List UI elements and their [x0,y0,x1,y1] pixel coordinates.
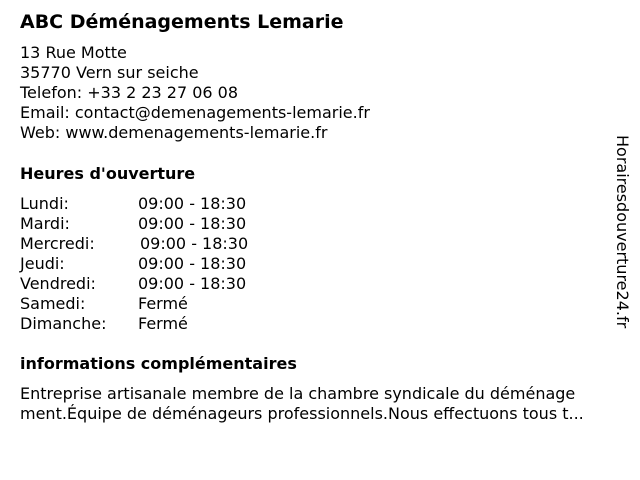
day-label: Samedi: [20,294,86,313]
day-label: Mercredi: [20,234,95,253]
contact-block [20,43,370,143]
address-city: 35770 Vern sur seiche [20,63,199,82]
time-value: 09:00 - 18:30 [138,214,247,233]
day-label: Lundi: [20,194,69,213]
day-label: Vendredi: [20,274,96,293]
day-label: Mardi: [20,214,70,233]
day-label: Dimanche: [20,314,107,333]
opening-hours-heading: Heures d'ouverture [20,164,196,183]
phone-line: Telefon: +33 2 23 27 06 08 [20,83,239,102]
day-label: Jeudi: [20,254,65,273]
time-value: 09:00 - 18:30 [140,234,249,253]
additional-info-heading: informations complémentaires [20,354,297,373]
time-value: 09:00 - 18:30 [138,254,247,273]
time-value: 09:00 - 18:30 [138,274,247,293]
description-line: ment.Équipe de déménageurs professionnels.Nous effectuons tous t... [20,404,584,423]
time-value: Fermé [138,314,188,333]
site-watermark: Horairesdouverture24.fr [613,135,632,329]
time-value: 09:00 - 18:30 [138,194,247,213]
time-value: Fermé [138,294,188,313]
web-line: Web: www.demenagements-lemarie.fr [20,123,328,142]
address-street: 13 Rue Motte [20,43,127,62]
business-description [20,384,635,424]
description-line: Entreprise artisanale membre de la chambre syndicale du déménage [20,384,576,403]
email-line: Email: contact@demenagements-lemarie.fr [20,103,370,122]
business-name: ABC Déménagements Lemarie [20,11,344,33]
